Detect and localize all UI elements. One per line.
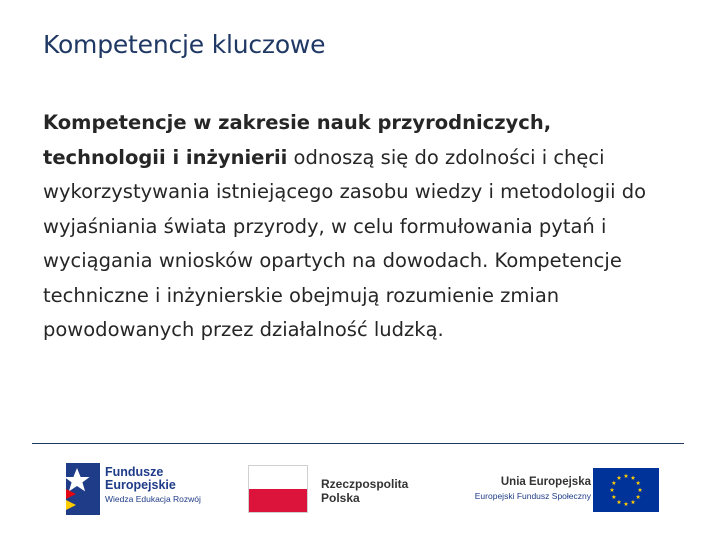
- slide-body-paragraph: [43, 106, 693, 348]
- paragraph-rest: odnoszą się do zdolności i chęci wykorzystywania istniejącego zasobu wiedzy i metodologii do wyjaśniania świata przyrody, w celu formułowania pytań i wyciągania wniosków opartych na dowodach. Kompetencje techniczne i inżynierskie obejmują rozumienie zmian powodowanych przez działalność ludzką.: [43, 145, 647, 341]
- bold-lead-line2: technologii i inżynierii: [43, 145, 288, 169]
- unia-europejska-logo: [458, 465, 663, 515]
- fundusze-europejskie-logo: [64, 461, 224, 519]
- unia-line2: Europejski Fundusz Społeczny: [474, 491, 591, 501]
- fundusze-text: [105, 466, 201, 506]
- footer-divider: [32, 443, 684, 444]
- bold-lead-line1: Kompetencje w zakresie nauk przyrodniczych,: [43, 111, 552, 134]
- rzeczpospolita-line2: Polska: [321, 491, 360, 505]
- fundusze-line2: Europejskie: [105, 478, 176, 492]
- rzeczpospolita-text: [321, 477, 408, 505]
- slide-title: Kompetencje kluczowe: [43, 30, 326, 59]
- rzeczpospolita-line1: Rzeczpospolita: [321, 477, 409, 491]
- eu-flag-icon: [593, 468, 659, 512]
- fundusze-line1: Fundusze: [105, 465, 164, 479]
- fundusze-star-icon: [64, 461, 102, 517]
- polish-flag-icon: [248, 465, 308, 513]
- rzeczpospolita-polska-logo: [248, 465, 438, 515]
- unia-line1: Unia Europejska: [500, 476, 591, 488]
- unia-text: [475, 474, 591, 502]
- fundusze-line3: Wiedza Edukacja Rozwój: [105, 494, 201, 504]
